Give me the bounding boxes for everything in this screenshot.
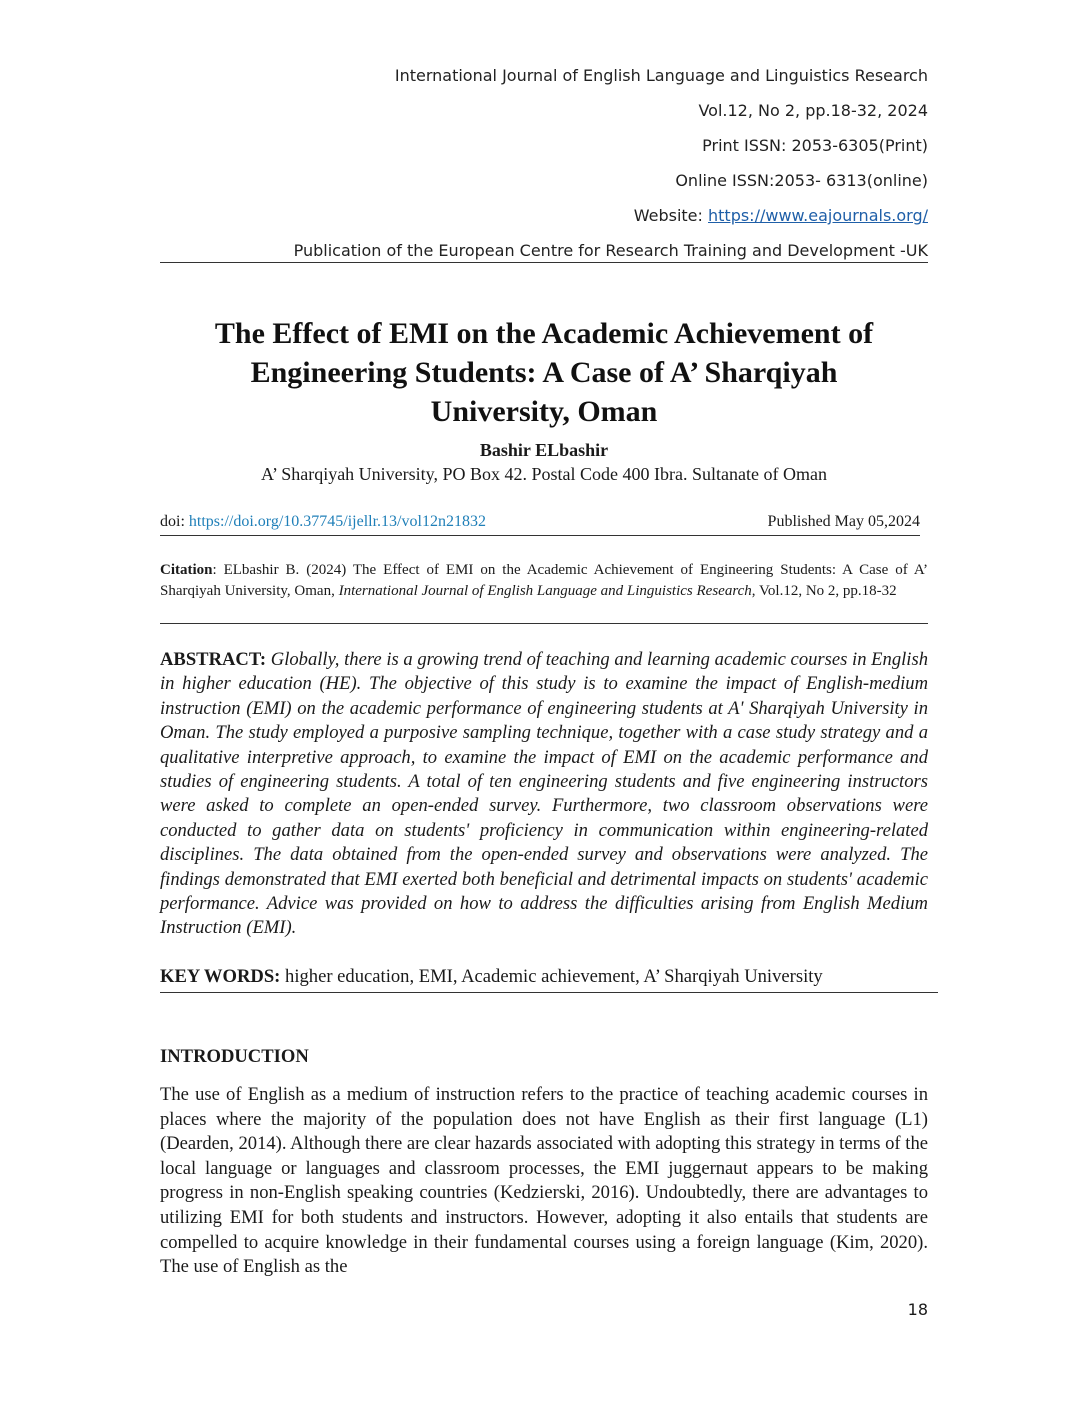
title-line: The Effect of EMI on the Academic Achievement of bbox=[214, 317, 874, 350]
title-line: University, Oman bbox=[430, 395, 658, 428]
article-title bbox=[160, 314, 928, 431]
abstract-label: ABSTRACT: bbox=[160, 649, 267, 670]
keywords-rule bbox=[160, 992, 938, 993]
citation-journal: International Journal of English Language and Linguistics Research bbox=[338, 583, 752, 599]
website-label: Website: bbox=[633, 206, 708, 225]
header-rule bbox=[160, 262, 928, 263]
page-number: 18 bbox=[907, 1300, 928, 1319]
introduction-paragraph: The use of English as a medium of instruction refers to the practice of teaching academic courses in places where the majority of the population does not have English as their first language (L1) (Dearden, 2014). Although there are clear hazards associated with adopting this strategy in terms of the local language or languages and classroom processes, the EMI juggernaut appears to be making progress in non-English speaking countries (Kedzierski, 2016). Undoubtedly, there are advantages to utilizing EMI for both students and instructors. However, adopting it also entails that students are compelled to acquire knowledge in their fundamental courses using a foreign language (Kim, 2020). The use of English as the bbox=[160, 1084, 928, 1278]
volume-info: Vol.12, No 2, pp.18-32, 2024 bbox=[698, 101, 928, 120]
keywords-line bbox=[160, 966, 940, 988]
journal-name: International Journal of English Language and Linguistics Research bbox=[394, 66, 928, 85]
website-line bbox=[634, 206, 928, 225]
print-issn: Print ISSN: 2053-6305(Print) bbox=[702, 136, 928, 155]
publisher-line: Publication of the European Centre for Research Training and Development -UK bbox=[293, 241, 928, 260]
keywords-label: KEY WORDS: bbox=[160, 966, 281, 987]
citation-text: : ELbashir B. (2024) The Effect of EMI on the Academic Achievement of Engineering Students: A Case of A’ Sharqiyah University, Oman, bbox=[160, 562, 928, 599]
author-name: Bashir ELbashir bbox=[479, 440, 609, 460]
keywords-text: higher education, EMI, Academic achievement, A’ Sharqiyah University bbox=[280, 966, 823, 987]
online-issn: Online ISSN:2053- 6313(online) bbox=[675, 171, 928, 190]
abstract-block bbox=[160, 648, 928, 941]
author-affiliation: A’ Sharqiyah University, PO Box 42. Postal Code 400 Ibra. Sultanate of Oman bbox=[261, 464, 827, 484]
citation-label: Citation bbox=[160, 562, 213, 578]
citation-block bbox=[160, 560, 928, 602]
abstract-text: Globally, there is a growing trend of teaching and learning academic courses in English in higher education (HE). The objective of this study is to examine the impact of English-medium instruction (EMI) on the academic performance of engineering students at A' Sharqiyah University in Oman. The study employed a purposive sampling technique, together with a case study strategy and a qualitative interpretive approach, to examine the impact of EMI on the academic performance and studies of engineering students. A total of ten engineering students and five engineering instructors were asked to complete an open-ended survey. Furthermore, two classroom observations were conducted to gather data on students' proficiency in communication within engineering-related disciplines. The data obtained from the open-ended survey and observations were analyzed. The findings demonstrated that EMI exerted both beneficial and detrimental impacts on students' academic performance. Advice was provided on how to address the difficulties arising from English Medium Instruction (EMI). bbox=[160, 649, 928, 939]
published-date: Published May 05,2024 bbox=[767, 513, 920, 530]
citation-volume: , Vol.12, No 2, pp.18-32 bbox=[751, 583, 897, 599]
doi-rule bbox=[160, 535, 920, 536]
doi-line bbox=[160, 513, 920, 531]
citation-rule bbox=[160, 623, 928, 624]
title-line: Engineering Students: A Case of A’ Sharqiyah bbox=[250, 356, 838, 389]
doi-label: doi: bbox=[160, 513, 189, 530]
website-link[interactable]: https://www.eajournals.org/ bbox=[708, 206, 928, 225]
section-heading: INTRODUCTION bbox=[160, 1046, 309, 1067]
doi-link[interactable]: https://doi.org/10.37745/ijellr.13/vol12n21832 bbox=[188, 513, 486, 530]
